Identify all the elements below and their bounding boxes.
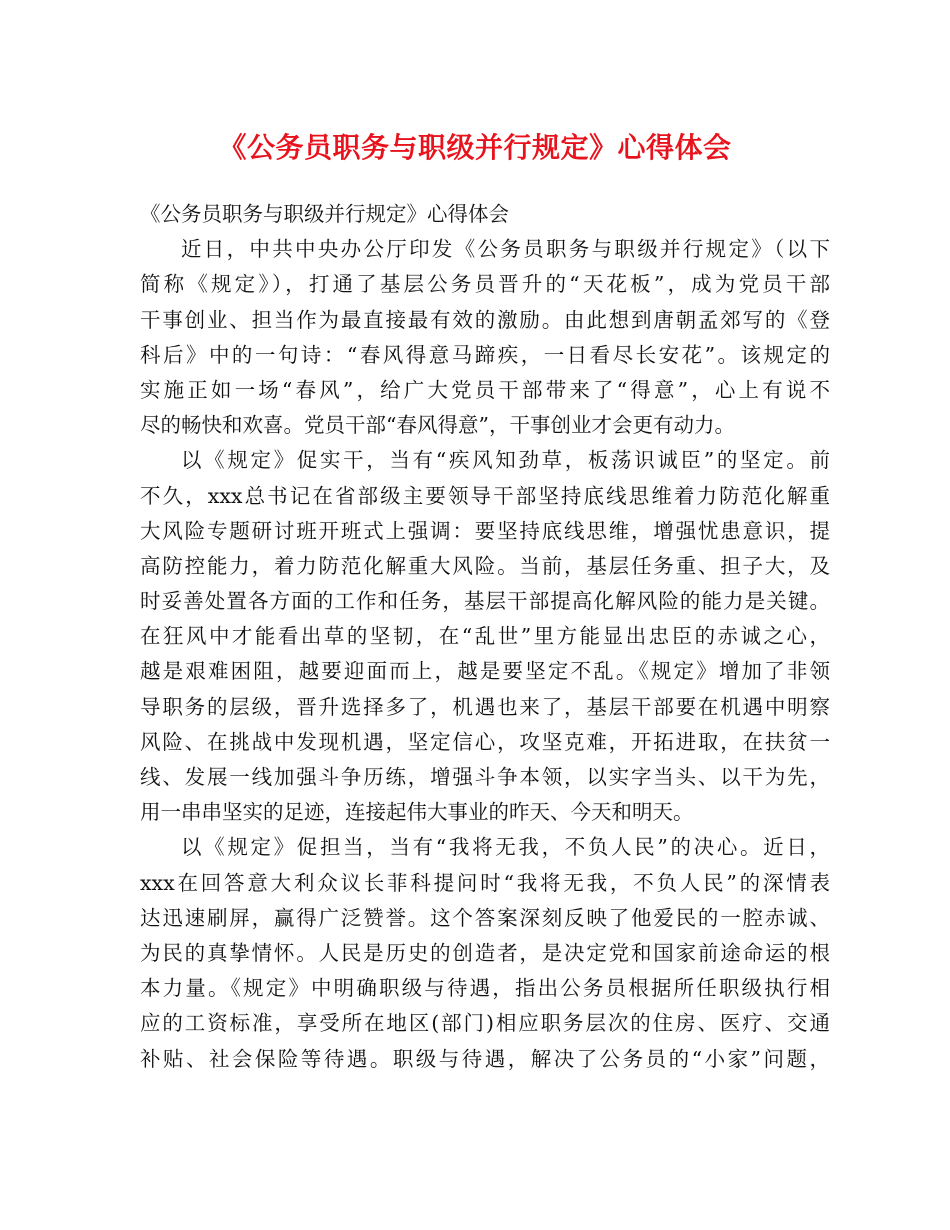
paragraph-line: 在狂风中才能看出草的坚韧，在“乱世”里方能显出忠臣的赤诚之心，: [140, 624, 830, 649]
paragraph-line: 线、发展一线加强斗争历练，增强斗争本领，以实字当头、以干为先，: [140, 765, 830, 789]
paragraph-line: 应的工资标准，享受所在地区(部门)相应职务层次的住房、医疗、交通: [140, 1011, 830, 1036]
paragraph-line: 以《规定》促担当，当有“我将无我，不负人民”的决心。近日，: [181, 835, 830, 860]
paragraph-line: 时妥善处置各方面的工作和任务，基层干部提高化解风险的能力是关键。: [140, 589, 830, 614]
paragraph-line: 为民的真挚情怀。人民是历史的创造者，是决定党和国家前途命运的根: [140, 940, 830, 965]
paragraph-line: 补贴、社会保险等待遇。职级与待遇，解决了公务员的“小家”问题，: [140, 1046, 830, 1071]
paragraph-line: 用一串串坚实的足迹，连接起伟大事业的昨天、今天和明天。: [140, 800, 694, 825]
document-title: 《公务员职务与职级并行规定》心得体会: [218, 131, 732, 164]
paragraph-line: 风险、在挑战中发现机遇，坚定信心，攻坚克难，开拓进取，在扶贫一: [140, 729, 830, 754]
paragraph-line: 科后》中的一句诗：“春风得意马蹄疾，一日看尽长安花”。该规定的: [140, 342, 830, 367]
paragraph-line: 高防控能力，着力防范化解重大风险。当前，基层任务重、担子大，及: [140, 553, 830, 578]
paragraph-line: 简称《规定》），打通了基层公务员晋升的“天花板”，成为党员干部: [140, 272, 830, 297]
paragraph-line: 近日，中共中央办公厅印发《公务员职务与职级并行规定》（以下: [181, 237, 830, 262]
paragraph-line: 达迅速刷屏，赢得广泛赞誉。这个答案深刻反映了他爱民的一腔赤诚、: [140, 905, 830, 930]
paragraph-line: 本力量。《规定》中明确职级与待遇，指出公务员根据所任职级执行相: [140, 976, 830, 1001]
document-body: [140, 197, 830, 1077]
body-heading-line: 《公务员职务与职级并行规定》心得体会: [140, 202, 509, 226]
paragraph-line: 干事创业、担当作为最直接最有效的激励。由此想到唐朝孟郊写的《登: [140, 307, 830, 332]
paragraph-line: 大风险专题研讨班开班式上强调：要坚持底线思维，增强忧患意识，提: [140, 518, 830, 543]
paragraph-line: 实施正如一场“春风”，给广大党员干部带来了“得意”，心上有说不: [140, 377, 830, 402]
paragraph-line: 导职务的层级，晋升选择多了，机遇也来了，基层干部要在机遇中明察: [140, 694, 830, 719]
paragraph-line: 不久，xxx总书记在省部级主要领导干部坚持底线思维着力防范化解重: [140, 483, 830, 508]
paragraph-line: xxx在回答意大利众议长菲科提问时“我将无我，不负人民”的深情表: [140, 870, 830, 895]
paragraph-line: 越是艰难困阻，越要迎面而上，越是要坚定不乱。《规定》增加了非领: [140, 659, 830, 684]
paragraph-line: 尽的畅快和欢喜。党员干部“春风得意”，干事创业才会更有动力。: [140, 413, 735, 438]
paragraph-line: 以《规定》促实干，当有“疾风知劲草，板荡识诚臣”的坚定。前: [181, 448, 830, 473]
